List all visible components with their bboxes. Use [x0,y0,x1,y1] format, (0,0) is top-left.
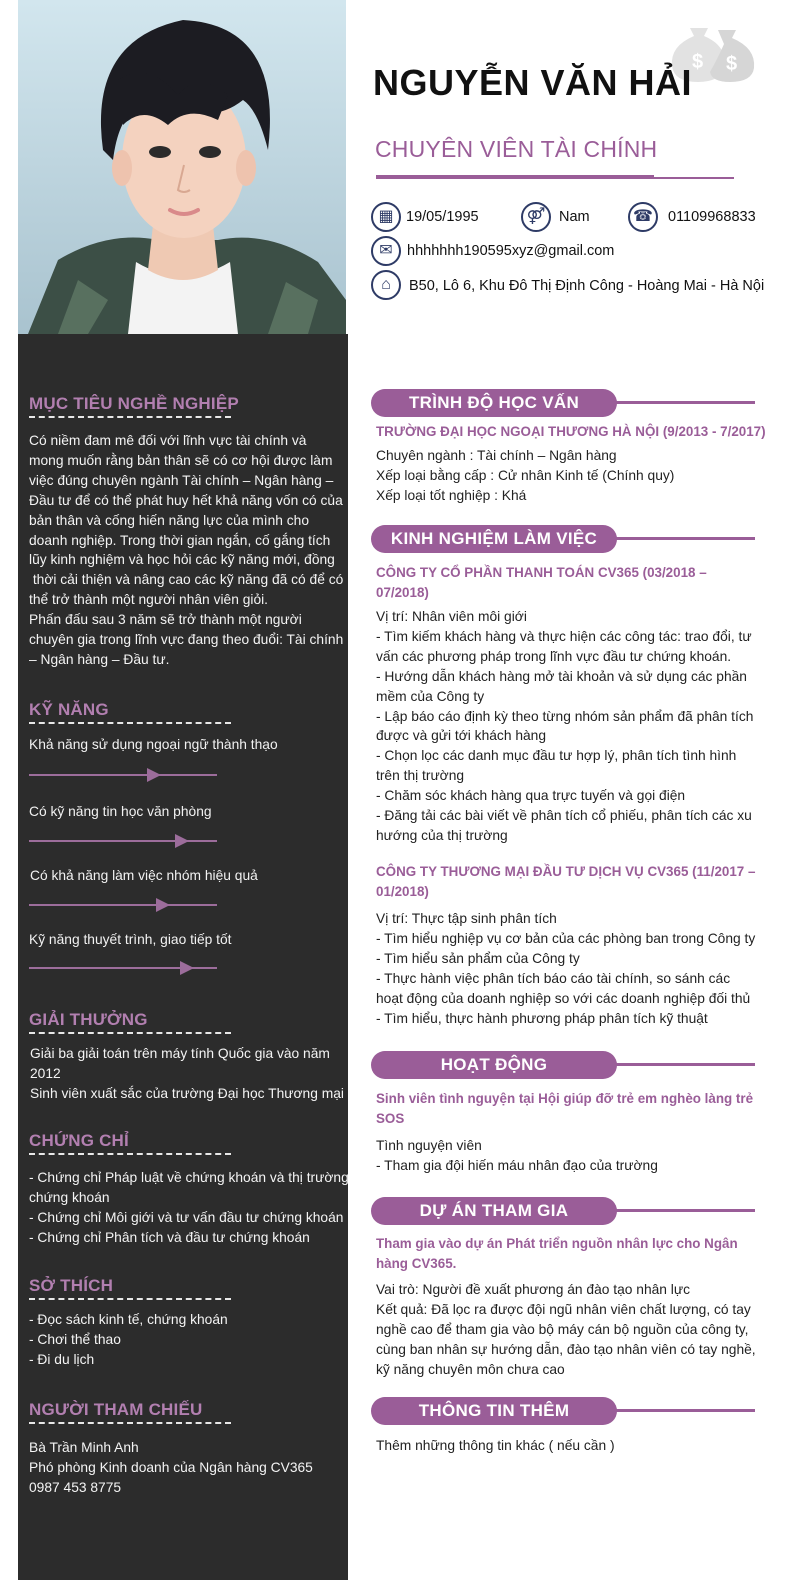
job-title: CHUYÊN VIÊN TÀI CHÍNH [375,136,658,162]
skill-level-marker [175,834,189,848]
candidate-name: NGUYỄN VĂN HẢI [373,62,693,103]
text-line: - Thực hành việc phân tích báo cáo tài chính, so sánh các [376,970,731,986]
heading-divider [29,1153,231,1155]
project-title [376,1234,768,1274]
text-line: Bà Trần Minh Anh [29,1440,139,1455]
certificates-text [29,1168,349,1248]
more-info-text: Thêm những thông tin khác ( nếu cần ) [376,1438,615,1453]
activities-heading: HOẠT ĐỘNG [371,1051,617,1079]
gender-text: Nam [559,209,590,225]
text-line: SOS [376,1111,405,1126]
text-line: Tình nguyện viên [376,1138,482,1153]
calendar-icon: ▦ [371,202,401,232]
text-line: CÔNG TY CỔ PHẦN THANH TOÁN CV365 (03/2018 – [376,565,707,580]
skill-level-bar [29,904,217,906]
heading-divider [29,1032,231,1034]
text-line: Sinh viên tình nguyện tại Hội giúp đỡ trẻ em nghèo làng trẻ [376,1091,754,1106]
text-line: Phấn đấu sau 3 năm sẽ trở thành một người [29,612,302,628]
certificates-heading: CHỨNG CHỈ [29,1131,129,1150]
heading-divider [29,1298,231,1300]
skill-label: Có khả năng làm việc nhóm hiệu quả [30,868,258,883]
text-line: - Chăm sóc khách hàng qua trực tuyến và gọi điện [376,788,686,804]
text-line: - Chứng chỉ Môi giới và tư vấn đầu tư chứng khoán [29,1209,344,1225]
title-underline [376,175,654,179]
text-line: - Tìm hiểu sản phẩm của Công ty [376,950,580,966]
text-line: – Ngân hàng – Đầu tư. [29,651,170,667]
text-line: CÔNG TY THƯƠNG MẠI ĐẦU TƯ DỊCH VỤ CV365 (11/2017 – [376,864,756,879]
hobbies-heading: SỞ THÍCH [29,1276,114,1295]
text-line: Giải ba giải toán trên máy tính Quốc gia vào năm [30,1046,330,1061]
gender-icon: ⚤ [521,202,551,232]
text-line: Phó phòng Kinh doanh của Ngân hàng CV365 [29,1459,313,1475]
title-underline-thin [654,177,734,179]
skill-level-marker [156,898,170,912]
text-line: Xếp loại tốt nghiệp : Khá [376,487,527,503]
text-line: chứng khoán [29,1189,110,1205]
text-line: cùng ban nhân sự hướng dẫn, đào tạo nhân viên có tay nghề, [376,1341,756,1357]
phone-text: 01109968833 [668,209,756,225]
address-text: B50, Lô 6, Khu Đô Thị Định Công - Hoàng Mai - Hà Nội [409,278,765,294]
text-line: hướng của thị trường [376,827,508,843]
text-line: Kết quả: Đã lọc ra được đội ngũ nhân viên chất lượng, có tay [376,1301,751,1317]
text-line: 0987 453 8775 [29,1479,122,1495]
reference-text [29,1438,349,1498]
text-line: - Đi du lịch [29,1351,95,1367]
reference-section [29,1400,231,1430]
education-details [376,446,762,506]
section-rule [611,1409,755,1412]
section-rule [611,401,755,404]
text-line: chuyên gia trong lĩnh vực đang theo đuổi: Tài chính [29,632,344,648]
text-line: doanh nghiệp. Trong thời gian ngắn, cố gắng tích [29,532,331,548]
company-name [376,563,768,603]
hobbies-section [29,1276,231,1306]
email-text: hhhhhhh190595xyz@gmail.com [407,243,615,259]
awards-heading: GIẢI THƯỞNG [29,1010,148,1029]
text-line: Sinh viên xuất sắc của trường Đại học Thương mại [30,1085,344,1101]
awards-section [29,1010,231,1040]
text-line: lũy kinh nghiệm và học hỏi các kỹ năng mới, đồng [29,552,335,568]
objective-heading: MỤC TIÊU NGHỀ NGHIỆP [29,394,239,413]
text-line: 2012 [30,1065,61,1081]
dob-text: 19/05/1995 [406,209,479,225]
skills-heading: KỸ NĂNG [29,700,109,719]
skill-label: Có kỹ năng tin học văn phòng [29,804,212,819]
hobbies-text [29,1310,349,1370]
education-heading: TRÌNH ĐỘ HỌC VẤN [371,389,617,417]
section-rule [611,1063,755,1066]
text-line: mềm của Công ty [376,688,485,704]
phone-icon: ☎ [628,202,658,232]
text-line: - Tìm kiếm khách hàng và thực hiện các công tác: trao đổi, tư [376,628,752,644]
text-line: được và gửi tới khách hàng [376,728,547,744]
skill-label: Khả năng sử dụng ngoại ngữ thành thạo [29,737,278,752]
heading-divider [29,1422,231,1424]
left-sidebar [18,334,348,1580]
text-line: Có niềm đam mê đối với lĩnh vực tài chính và [29,433,307,448]
text-line: - Tìm hiểu, thực hành phương pháp phân tích kỹ thuật [376,1010,708,1026]
email-icon: ✉ [371,236,401,266]
text-line: - Chơi thể thao [29,1331,121,1347]
more-info-heading: THÔNG TIN THÊM [371,1397,617,1425]
text-line: việc đúng chuyên ngành Tài chính – Ngân hàng – [29,472,334,488]
school-name: TRƯỜNG ĐẠI HỌC NGOẠI THƯƠNG HÀ NỘI (9/2013 - 7/2017) [376,424,766,439]
text-line: nghề cao để tham gia vào bộ máy cán bộ nguồn của công ty, [376,1321,749,1337]
text-line: Vai trò: Người đề xuất phương án đào tạo nhân lực [376,1282,691,1297]
text-line: - Đọc sách kinh tế, chứng khoán [29,1312,228,1327]
awards-text [30,1044,350,1104]
text-line: - Lập báo cáo định kỳ theo từng nhóm sản phẩm đã phân tích [376,708,754,724]
objective-text [29,431,349,670]
skill-level-bar [29,967,217,969]
text-line: - Hướng dẫn khách hàng mở tài khoản và sử dụng các phần [376,668,747,684]
skill-label: Kỹ năng thuyết trình, giao tiếp tốt [29,932,232,947]
text-line: hoạt động của doanh nghiệp so với các doanh nghiệp đối thủ [376,990,751,1006]
heading-divider [29,416,231,418]
activity-title [376,1089,768,1129]
text-line: thể trở thành một người nhân viên giỏi. [29,592,269,608]
section-rule [611,537,755,540]
text-line: Xếp loại bằng cấp : Cử nhân Kinh tế (Chính quy) [376,467,675,483]
skill-level-bar [29,774,217,776]
job-details [376,607,762,846]
skill-level-bar [29,840,217,842]
text-line: - Chứng chỉ Phân tích và đầu tư chứng khoán [29,1229,310,1245]
text-line: - Tham gia đội hiến máu nhân đạo của trường [376,1157,658,1173]
section-rule [611,1209,755,1212]
heading-divider [29,722,231,724]
text-line: hàng CV365. [376,1256,457,1271]
activity-details [376,1136,762,1176]
reference-heading: NGƯỜI THAM CHIẾU [29,1400,203,1419]
text-line: mong muốn rằng bản thân sẽ có cơ hội được làm [29,452,333,468]
text-line: trên thị trường [376,768,465,784]
experience-heading: KINH NGHIỆM LÀM VIỆC [371,525,617,553]
skill-level-marker [180,961,194,975]
skill-level-marker [147,768,161,782]
text-line: - Chứng chỉ Pháp luật về chứng khoán và thị trường [29,1170,349,1185]
certificates-section [29,1131,231,1161]
text-line: - Tìm hiểu nghiệp vụ cơ bản của các phòng ban trong Công ty [376,930,756,946]
objective-section [29,394,239,424]
text-line: - Chọn lọc các danh mục đầu tư hợp lý, phân tích tình hình [376,748,737,764]
text-line: - Đăng tải các bài viết về phân tích cổ phiếu, phân tích các xu [376,808,752,824]
text-line: Tham gia vào dự án Phát triển nguồn nhân lực cho Ngân [376,1236,738,1251]
text-line: Đầu tư để có thể phát huy hết khả năng vốn có của [29,492,343,508]
home-icon: ⌂ [371,270,401,300]
text-line: Vị trí: Thực tập sinh phân tích [376,911,557,926]
text-line: Vị trí: Nhân viên môi giới [376,609,527,624]
svg-text:$: $ [726,53,738,75]
projects-heading: DỰ ÁN THAM GIA [371,1197,617,1225]
skills-section [29,700,231,730]
text-line: thời cải thiện và nâng cao các kỹ năng đã có để có [29,572,344,588]
text-line: Chuyên ngành : Tài chính – Ngân hàng [376,448,617,463]
svg-text:$: $ [692,51,704,73]
text-line: 07/2018) [376,585,429,600]
text-line: 01/2018) [376,884,429,899]
profile-photo-illustration [18,0,346,334]
text-line: bản thân và cống hiến năng lực của mình cho [29,512,310,528]
text-line: vấn các phương pháp trong lĩnh vực đầu tư chứng khoán. [376,648,732,664]
job-details [376,909,762,1028]
company-name [376,862,768,902]
project-details [376,1280,762,1380]
text-line: kỹ năng chuyên môn chưa cao [376,1361,565,1377]
profile-photo [18,0,346,334]
